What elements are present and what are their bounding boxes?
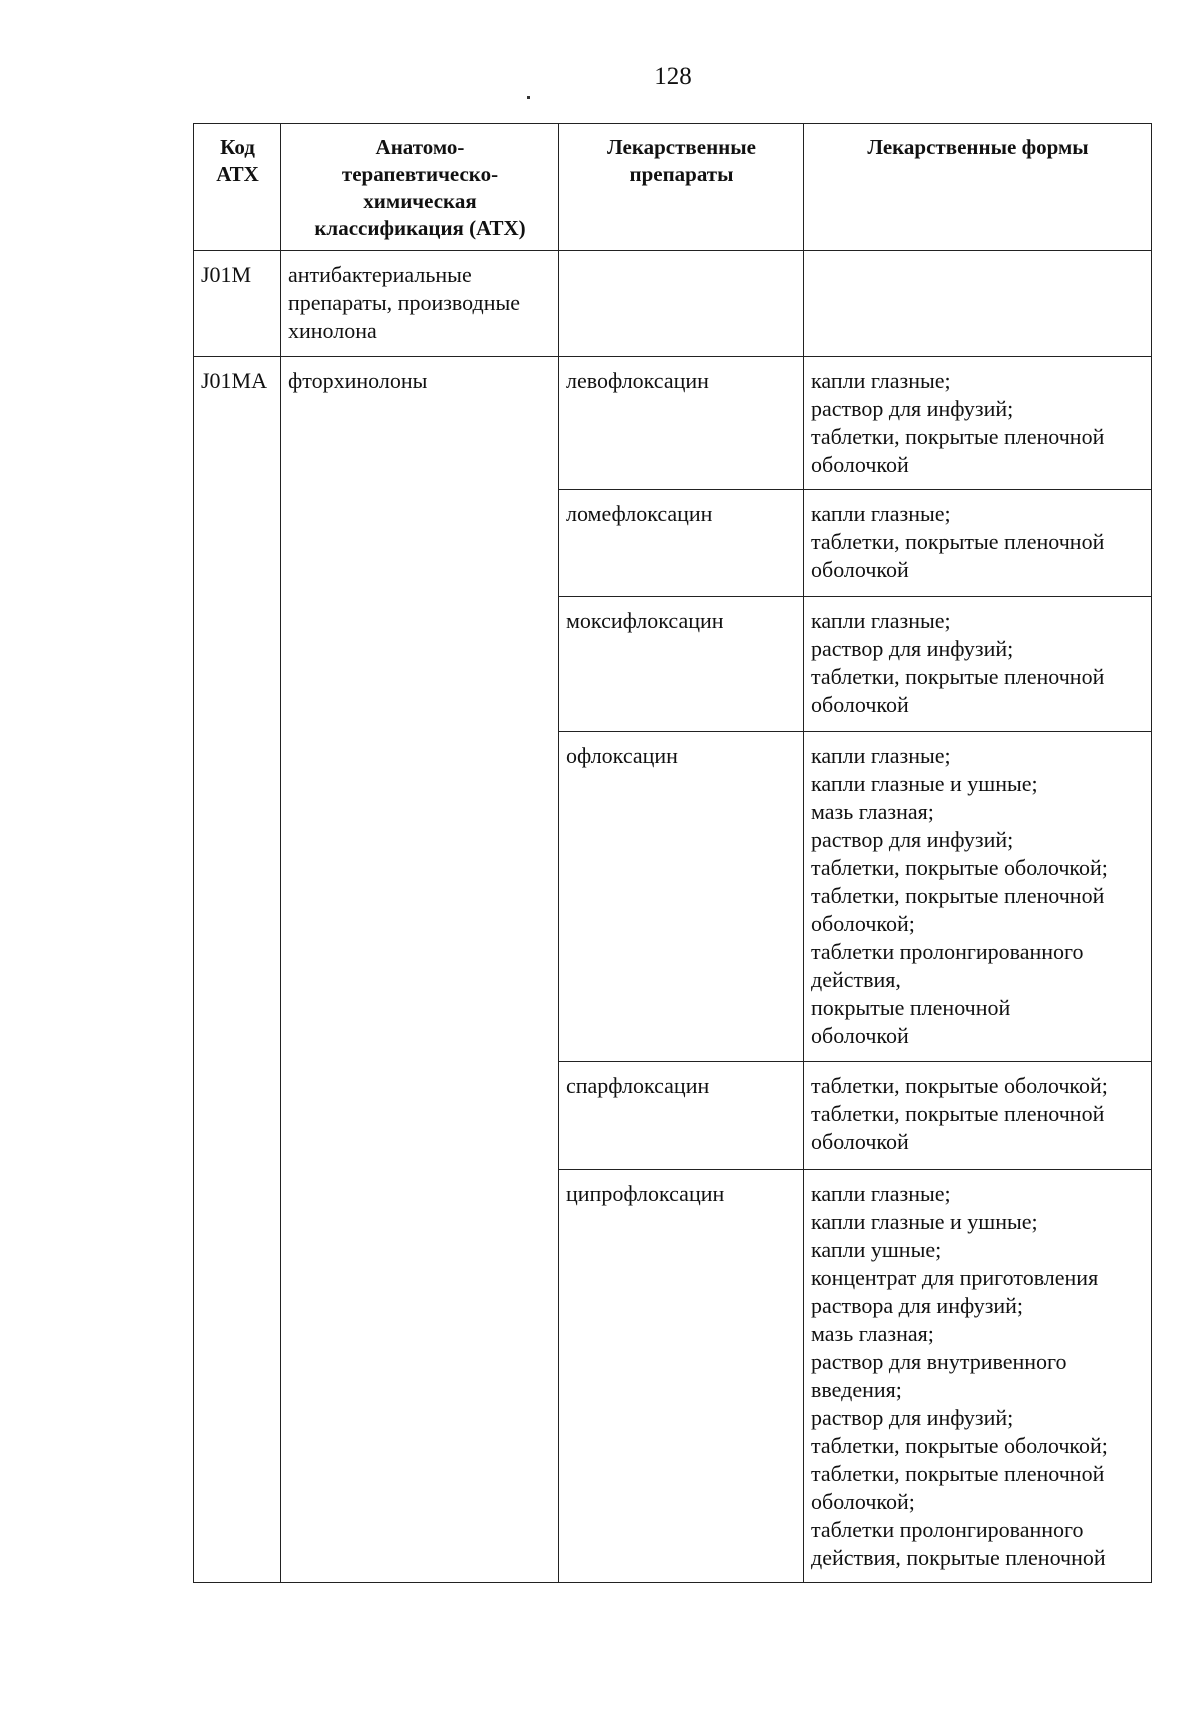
drug-forms: капли глазные; капли глазные и ушные; капли ушные; концентрат для приготовления раствора для инфузий; мазь глазная; раствор для внутривенного введения; раствор для инфузий; таблетки, покрытые оболочкой; таблетки, покрытые пленочной оболочкой; таблетки пролонгированного действия, покрытые пленочной: [804, 1170, 1152, 1583]
drug-name: моксифлоксацин: [559, 597, 804, 732]
header-code: Код АТХ: [194, 124, 281, 251]
table-header-row: [194, 124, 1152, 251]
atc-table: [193, 123, 1152, 1583]
group-drugs-empty: [559, 251, 804, 357]
drug-name: левофлоксацин: [559, 357, 804, 490]
subgroup-code: J01MA: [194, 357, 281, 1583]
header-drugs: Лекарственные препараты: [559, 124, 804, 251]
header-classification: Анатомо- терапевтическо- химическая классификация (АТХ): [281, 124, 559, 251]
drug-forms: капли глазные; таблетки, покрытые пленочной оболочкой: [804, 490, 1152, 597]
scan-artifact: [527, 96, 530, 99]
drug-name: ципрофлоксацин: [559, 1170, 804, 1583]
table-row: [194, 357, 1152, 490]
group-name: антибактериальные препараты, производные хинолона: [281, 251, 559, 357]
group-code: J01M: [194, 251, 281, 357]
drug-forms: таблетки, покрытые оболочкой; таблетки, покрытые пленочной оболочкой: [804, 1062, 1152, 1170]
drug-forms: капли глазные; раствор для инфузий; таблетки, покрытые пленочной оболочкой: [804, 597, 1152, 732]
drug-name: ломефлоксацин: [559, 490, 804, 597]
drug-forms: капли глазные; раствор для инфузий; таблетки, покрытые пленочной оболочкой: [804, 357, 1152, 490]
drug-name: спарфлоксацин: [559, 1062, 804, 1170]
page-number: 128: [654, 63, 692, 90]
header-forms: Лекарственные формы: [804, 124, 1152, 251]
drug-forms: капли глазные; капли глазные и ушные; мазь глазная; раствор для инфузий; таблетки, покрытые оболочкой; таблетки, покрытые пленочной оболочкой; таблетки пролонгированного действия, покрытые пленочной оболочкой: [804, 732, 1152, 1062]
subgroup-name: фторхинолоны: [281, 357, 559, 1583]
drug-name: офлоксацин: [559, 732, 804, 1062]
group-forms-empty: [804, 251, 1152, 357]
table-row-group: [194, 251, 1152, 357]
